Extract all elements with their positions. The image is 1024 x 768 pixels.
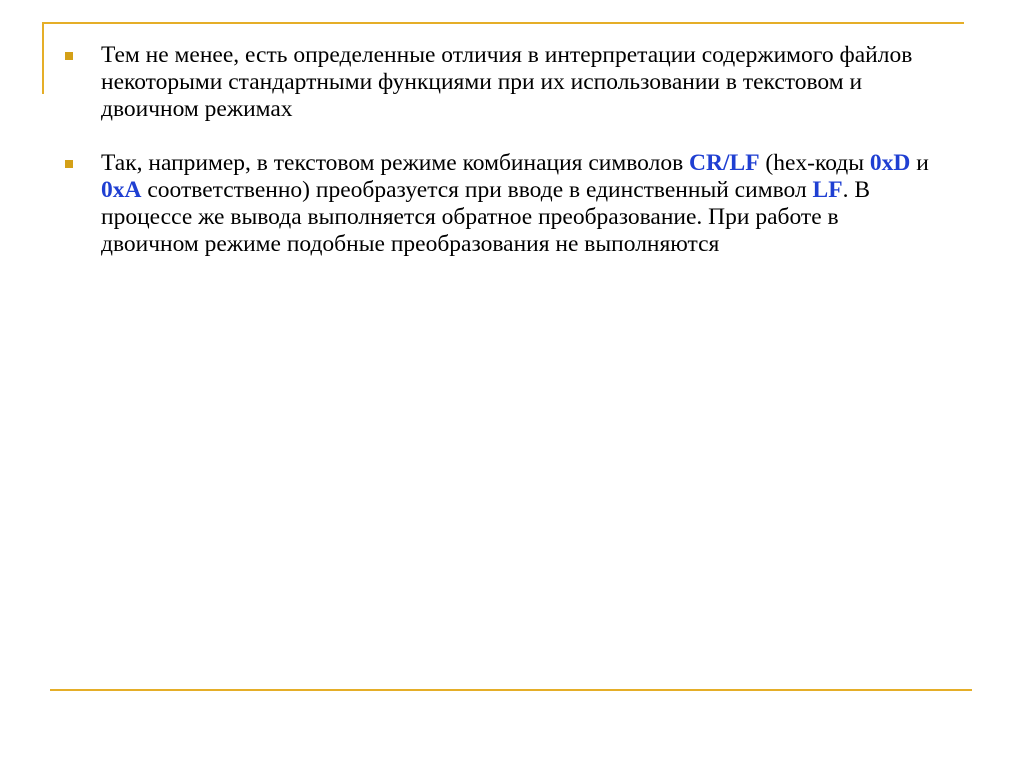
bullet-2-text-part-5: . В процессе же вывода выполняется обратное преобразование. При работе в двоичном режиме подобные преобразования не выполняются (101, 177, 871, 257)
bullet-2-text-part-2: (hex-коды (759, 150, 870, 176)
code-lf: LF (812, 177, 843, 203)
top-decorative-line (42, 22, 964, 24)
left-decorative-line (42, 22, 44, 94)
bullet-2-text-part-1: Так, например, в текстовом режиме комбинация символов (101, 150, 690, 176)
bottom-decorative-line (50, 689, 972, 691)
code-0xd: 0xD (869, 150, 911, 176)
bullet-item-1 (62, 42, 942, 123)
bullet-2-text-part-3: и (910, 150, 929, 176)
bullet-2-text-part-4: соответственно) преобразуется при вводе в единственный символ (141, 177, 813, 203)
code-0xa: 0xA (101, 177, 142, 203)
square-bullet-icon (65, 160, 73, 168)
code-cr-lf: CR/LF (689, 150, 760, 176)
bullet-item-2 (62, 150, 942, 258)
bullet-1-text: Тем не менее, есть определенные отличия в интерпретации содержимого файлов некоторыми стандартными функциями при их использовании в текстовом и двоичном режимах (101, 42, 913, 122)
slide-content (62, 42, 942, 258)
square-bullet-icon (65, 52, 73, 60)
